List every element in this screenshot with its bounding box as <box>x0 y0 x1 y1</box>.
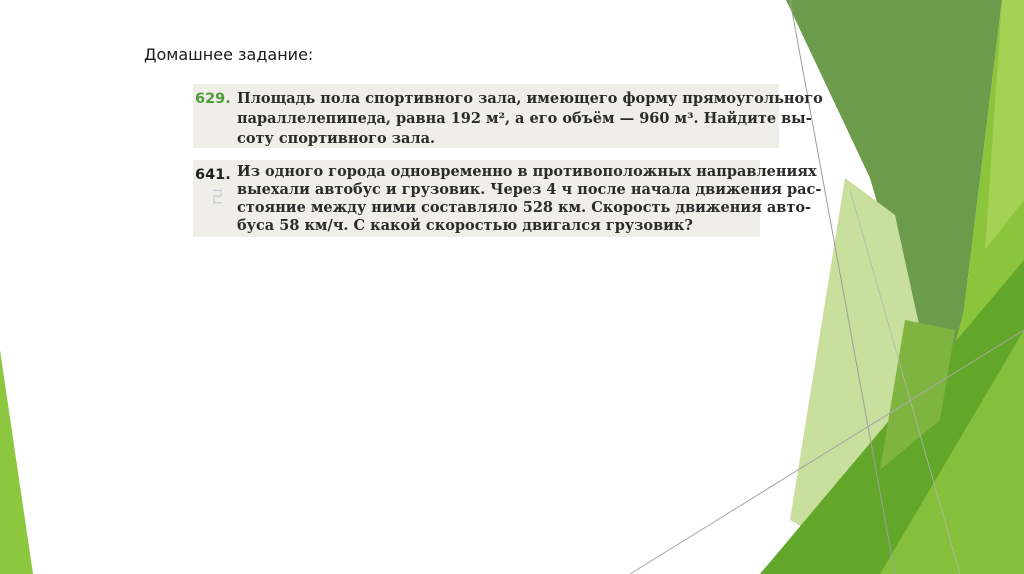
problem-text-line: выехали автобус и грузовик. Через 4 ч после начала движения рас- <box>237 181 822 198</box>
problem-text-line: стояние между ними составляло 528 км. Скорость движения авто- <box>237 199 812 216</box>
problem-text-line: Площадь пола спортивного зала, имеющего форму прямоугольного <box>237 90 823 107</box>
watermark: ru <box>207 188 226 205</box>
slide-title: Домашнее задание: <box>144 45 314 64</box>
problem-text-line: параллелепипеда, равна 192 м², а его объём — 960 м³. Найдите вы- <box>237 110 812 127</box>
problem-641 <box>193 160 822 237</box>
problem-number: 641. <box>195 167 231 183</box>
problem-text-line: Из одного города одновременно в противоположных направлениях <box>237 163 817 180</box>
problem-text-line: буса 58 км/ч. С какой скоростью двигался грузовик? <box>237 217 693 234</box>
problem-629 <box>193 84 823 148</box>
problem-text-line: соту спортивного зала. <box>237 130 436 147</box>
problem-number: 629. <box>195 91 231 107</box>
left-accent-shape <box>0 350 33 574</box>
